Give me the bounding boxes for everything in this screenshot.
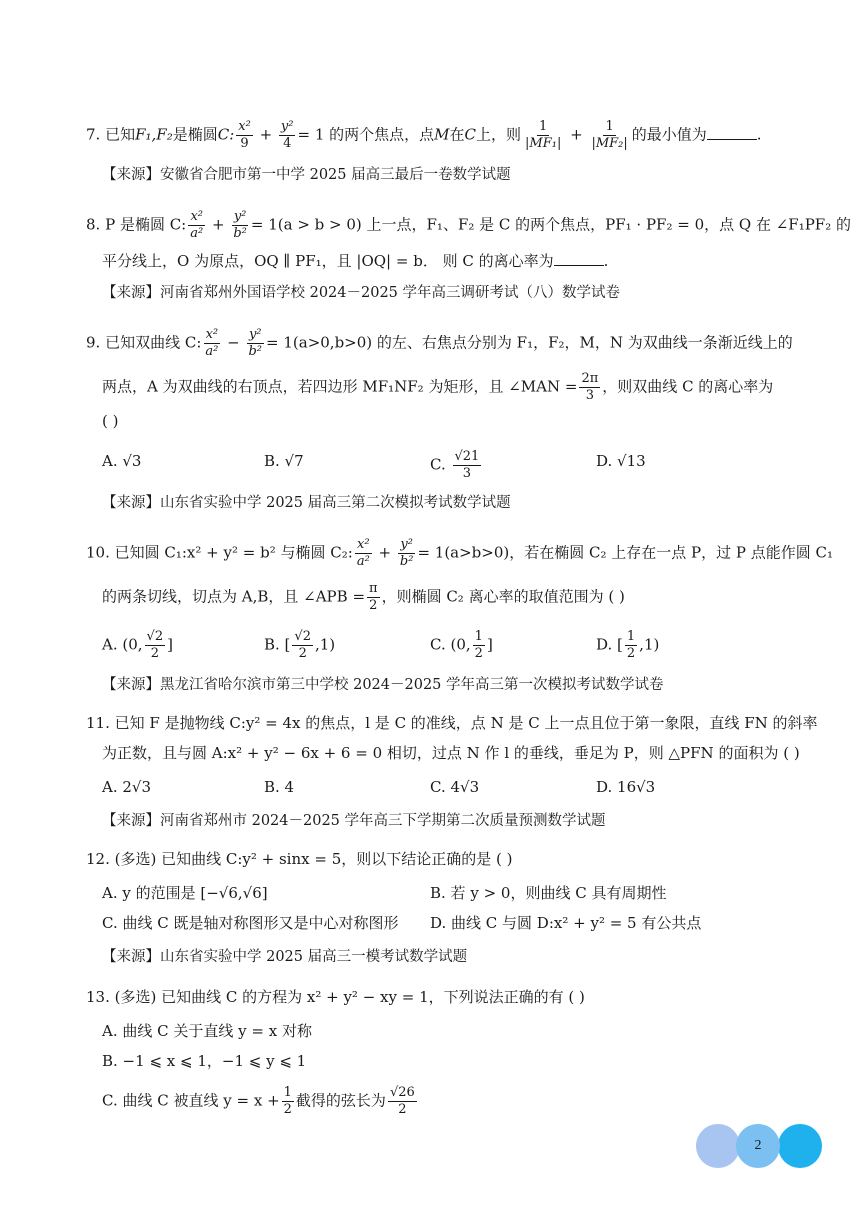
q12-option-b[interactable]: B. 若 y > 0，则曲线 C 具有周期性 — [430, 884, 667, 902]
q10-option-d[interactable]: D. [ $\frac{1}{2}$ ,1) — [596, 629, 660, 661]
page-number-badge — [696, 1124, 822, 1168]
q7-frac-g1: $\frac{1}{\text{|MF₁|}}$ — [525, 119, 562, 151]
q9-frac-c: $\frac{√21}{3}$ — [454, 449, 480, 481]
q8-source: 【来源】河南省郑州外国语学校 2024－2025 学年高三调研考试（八）数学试卷 — [102, 285, 621, 301]
question-12: 12. (多选) 已知曲线 C:y² + sinx = 5，则以下结论正确的是 ( ) — [86, 850, 513, 868]
q9-frac-y: $\frac{\text{y²}}{\text{b²}}$ — [248, 327, 263, 359]
q7-source: 【来源】安徽省合肥市第一中学 2025 届高三最后一卷数学试题 — [102, 167, 511, 183]
q7-text-b: 是椭圆 — [172, 125, 218, 144]
q10-frac-angle: $\frac{\pi}{2}$ — [369, 581, 378, 613]
decor-circle-right — [778, 1124, 822, 1168]
answer-blank — [707, 125, 757, 140]
q9-paren: ( ) — [102, 412, 119, 430]
q7-point-m: M — [434, 125, 450, 144]
question-9: 9. 已知双曲线 C: $\frac{\text{x²}}{\text{a²}}$ − $\frac{\text{y²}}{\text{b²}}$ = 1(a>0,b>0) 的左、右焦点分别为 F₁，F₂，M，N 为双曲线一条渐近线上的 — [86, 327, 793, 359]
q10-option-b[interactable]: B. [ $\frac{√2}{2}$ ,1) — [264, 629, 336, 661]
q9-option-b[interactable]: B. √7 — [264, 452, 304, 470]
q9-frac-angle: $\frac{2\pi}{3}$ — [581, 371, 599, 403]
q7-frac-x: $\frac{\text{x²}}{9}$ — [238, 119, 251, 151]
q7-curve: C: — [217, 125, 235, 144]
q7-frac-g2: $\frac{1}{\text{|MF₂|}}$ — [591, 119, 628, 151]
q10-source: 【来源】黑龙江省哈尔滨市第三中学校 2024－2025 学年高三第一次模拟考试数学试卷 — [102, 677, 664, 693]
q13-option-c[interactable]: C. 曲线 C 被直线 y = x + $\frac{1}{2}$ 截得的弦长为 $\frac{√26}{2}$ — [102, 1085, 415, 1117]
q10-option-a[interactable]: A. (0, $\frac{√2}{2}$ ] — [102, 629, 173, 661]
q11-option-c[interactable]: C. 4√3 — [430, 778, 480, 796]
q11-option-a[interactable]: A. 2√3 — [102, 778, 152, 796]
question-13: 13. (多选) 已知曲线 C 的方程为 x² + y² − xy = 1，下列说法正确的有 ( ) — [86, 988, 585, 1006]
q12-option-d[interactable]: D. 曲线 C 与圆 D:x² + y² = 5 有公共点 — [430, 914, 702, 932]
q13-option-b[interactable]: B. −1 ⩽ x ⩽ 1，−1 ⩽ y ⩽ 1 — [102, 1052, 307, 1070]
q10-line2: 的两条切线，切点为 A,B，且 ∠APB = $\frac{\pi}{2}$ ，则椭圆 C₂ 离心率的取值范围为 ( ) — [102, 581, 625, 613]
q12-source: 【来源】山东省实验中学 2025 届高三一模考试数学试题 — [102, 949, 468, 965]
q9-option-a[interactable]: A. √3 — [102, 452, 142, 470]
q11-option-b[interactable]: B. 4 — [264, 778, 295, 796]
decor-circle-left — [696, 1124, 740, 1168]
q8-frac-x: $\frac{\text{x²}}{\text{a²}}$ — [190, 209, 204, 241]
q10-frac-y: $\frac{\text{y²}}{\text{b²}}$ — [399, 537, 414, 569]
q7-frac-y: $\frac{\text{y²}}{4}$ — [280, 119, 294, 151]
q12-option-a[interactable]: A. y 的范围是 [−√6,√6] — [102, 884, 268, 902]
q11-source: 【来源】河南省郑州市 2024－2025 学年高三下学期第二次质量预测数学试题 — [102, 813, 606, 829]
question-7: 7. 已知F₁,F₂是椭圆C: $\frac{\text{x²}}{9}$ + $\frac{\text{y²}}{4}$ = 1 的两个焦点，点M在C上，则 $\frac{1}{\text{|MF₁|}}$ + $\frac{1}{\text{|MF₂|}}$ 的最小值为 . — [86, 119, 762, 151]
q11-option-d[interactable]: D. 16√3 — [596, 778, 656, 796]
q12-option-c[interactable]: C. 曲线 C 既是轴对称图形又是中心对称图形 — [102, 914, 399, 932]
q13-frac-chord: $\frac{√26}{2}$ — [389, 1085, 415, 1117]
q9-line2: 两点，A 为双曲线的右顶点，若四边形 MF₁NF₂ 为矩形，且 ∠MAN = $\frac{2\pi}{3}$ ，则双曲线 C 的离心率为 — [102, 371, 774, 403]
q8-frac-y: $\frac{\text{y²}}{\text{b²}}$ — [233, 209, 247, 241]
question-8: 8. P 是椭圆 C: $\frac{\text{x²}}{\text{a²}}$ + $\frac{\text{y²}}{\text{b²}}$ = 1(a > b > 0) 上一点，F₁、F₂ 是 C 的两个焦点，PF₁ · PF₂ = 0，点 Q 在 ∠F₁PF₂ 的 — [86, 209, 852, 241]
q10-frac-b: $\frac{√2}{2}$ — [294, 629, 311, 661]
q9-option-d[interactable]: D. √13 — [596, 452, 646, 470]
q7-foci: F₁,F₂ — [135, 125, 173, 144]
q10-frac-c: $\frac{1}{2}$ — [474, 629, 483, 661]
q9-option-c[interactable]: C. $\frac{√21}{3}$ — [430, 449, 480, 481]
q10-frac-a: $\frac{√2}{2}$ — [146, 629, 164, 661]
q9-frac-x: $\frac{\text{x²}}{\text{a²}}$ — [205, 327, 219, 359]
answer-blank — [554, 251, 604, 266]
question-10: 10. 已知圆 C₁:x² + y² = b² 与椭圆 C₂: $\frac{\text{x²}}{\text{a²}}$ + $\frac{\text{y²}}{\text{b²}}$ = 1(a>b>0)，若在椭圆 C₂ 上存在一点 P，过 P 点能作圆 C₁ — [86, 537, 834, 569]
q13-option-a[interactable]: A. 曲线 C 关于直线 y = x 对称 — [102, 1022, 312, 1040]
q13-frac-half: $\frac{1}{2}$ — [283, 1085, 292, 1117]
q11-line2: 为正数，且与圆 A:x² + y² − 6x + 6 = 0 相切，过点 N 作 l 的垂线，垂足为 P，则 △PFN 的面积为 ( ) — [102, 744, 800, 762]
q10-frac-x: $\frac{\text{x²}}{\text{a²}}$ — [356, 537, 370, 569]
q7-text: 7. 已知 — [86, 125, 136, 144]
page-number: 2 — [736, 1124, 780, 1168]
q10-frac-d: $\frac{1}{2}$ — [626, 629, 636, 661]
q7-text-c: = 1 的两个焦点，点 — [297, 125, 435, 144]
q10-option-c[interactable]: C. (0, $\frac{1}{2}$ ] — [430, 629, 493, 661]
question-11: 11. 已知 F 是抛物线 C:y² = 4x 的焦点，l 是 C 的准线，点 N 是 C 上一点且位于第一象限，直线 FN 的斜率 — [86, 714, 818, 732]
q9-source: 【来源】山东省实验中学 2025 届高三第二次模拟考试数学试题 — [102, 495, 511, 511]
q8-line2: 平分线上，O 为原点，OQ ∥ PF₁，且 |OQ| = b． 则 C 的离心率为 . — [102, 252, 609, 270]
